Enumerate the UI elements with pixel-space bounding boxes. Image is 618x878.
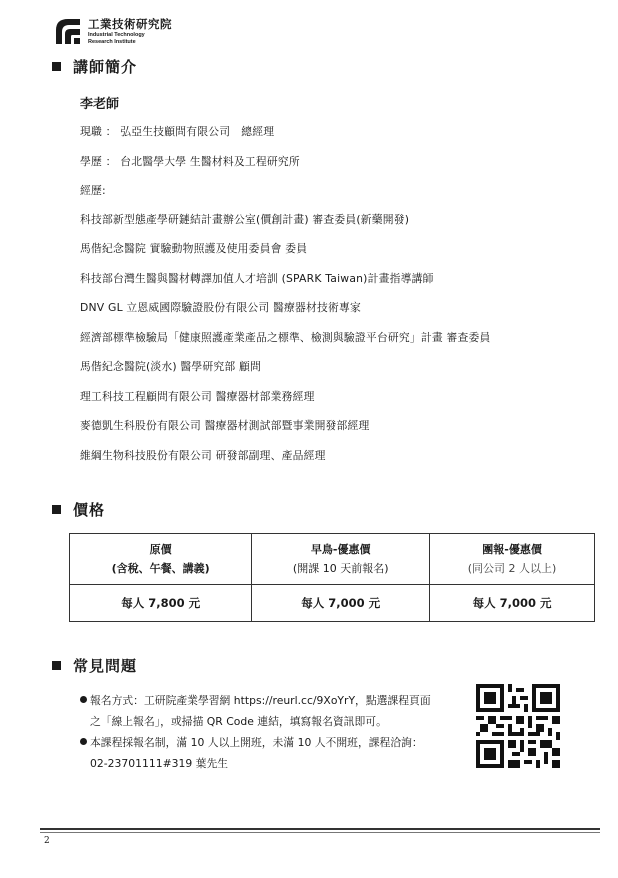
faq-item-enrollment bbox=[80, 735, 423, 750]
faq-contact: 02-23701111#319 葉先生 bbox=[90, 757, 229, 770]
experience-item: 科技部新型態產學研鏈結計畫辦公室(價創計畫) 審查委員(新藥開發) bbox=[80, 213, 410, 226]
experience-item: 馬偕紀念醫院 實驗動物照護及使用委員會 委員 bbox=[80, 242, 308, 255]
instructor-name: 李老師 bbox=[80, 97, 120, 112]
qr-code-icon[interactable] bbox=[476, 684, 560, 768]
itri-logo-icon bbox=[54, 16, 82, 46]
square-bullet-icon bbox=[52, 661, 61, 670]
faq-item-registration bbox=[80, 693, 431, 708]
price-column-header bbox=[430, 534, 595, 585]
price-note: (含稅、午餐、講義) bbox=[111, 562, 210, 575]
experience-item: 科技部台灣生醫與醫材轉譯加值人才培訓 (SPARK Taiwan)計畫指導講師 bbox=[80, 272, 434, 285]
experience-item: 維綱生物科技股份有限公司 研發部副理、產品經理 bbox=[80, 449, 326, 462]
price-note: (同公司 2 人以上) bbox=[467, 562, 557, 575]
faq-section-heading bbox=[52, 655, 137, 676]
footer-rule bbox=[40, 828, 600, 830]
price-table-value-row bbox=[70, 585, 595, 622]
education: 學歷 ： 台北醫學大學 生醫材料及工程研究所 bbox=[80, 155, 300, 168]
price-type: 原價 bbox=[149, 543, 172, 556]
price-column-header bbox=[70, 534, 252, 585]
square-bullet-icon bbox=[52, 505, 61, 514]
logo-name-cn: 工業技術研究院 bbox=[88, 17, 172, 31]
price-type: 早鳥-優惠價 bbox=[310, 543, 371, 556]
price-table-header-row bbox=[70, 534, 595, 585]
price-section-heading bbox=[52, 499, 105, 520]
faq-section-title: 常見問題 bbox=[73, 657, 138, 675]
experience-item: DNV GL 立恩威國際驗證股份有限公司 醫療器材技術專家 bbox=[80, 301, 361, 314]
instructor-section-heading bbox=[52, 56, 137, 77]
experience-label: 經歷: bbox=[80, 184, 106, 197]
faq-text: 本課程採報名制，滿 10 人以上開班，未滿 10 人不開班，課程洽詢： bbox=[90, 736, 423, 749]
price-value: 每人 7,800 元 bbox=[70, 585, 252, 622]
instructor-section-title: 講師簡介 bbox=[73, 58, 138, 76]
experience-item: 麥德凱生科股份有限公司 醫療器材測試部暨事業開發部經理 bbox=[80, 419, 370, 432]
price-note: (開課 10 天前報名) bbox=[292, 562, 389, 575]
faq-text: 報名方式：工研院產業學習網 https://reurl.cc/9XoYrY，點選課程頁面 bbox=[90, 694, 431, 707]
footer-rule-thin bbox=[40, 832, 600, 833]
experience-item: 經濟部標準檢驗局「健康照護產業產品之標準、檢測與驗證平台研究」計畫 審查委員 bbox=[80, 331, 491, 344]
bullet-icon bbox=[80, 738, 87, 745]
price-section-title: 價格 bbox=[73, 501, 106, 519]
price-value: 每人 7,000 元 bbox=[430, 585, 595, 622]
price-column-header bbox=[252, 534, 430, 585]
page-number: 2 bbox=[44, 836, 50, 846]
bullet-icon bbox=[80, 696, 87, 703]
itri-logo bbox=[54, 16, 184, 46]
price-type: 團報-優惠價 bbox=[482, 543, 542, 556]
square-bullet-icon bbox=[52, 62, 61, 71]
faq-text-continued: 之「線上報名」，或掃描 QR Code 連結，填寫報名資訊即可。 bbox=[90, 715, 387, 728]
price-table bbox=[69, 533, 595, 622]
current-position: 現職 ： 弘亞生技顧問有限公司 總經理 bbox=[80, 125, 275, 138]
logo-name-en-2: Research Institute bbox=[88, 39, 136, 45]
experience-item: 理工科技工程顧問有限公司 醫療器材部業務經理 bbox=[80, 390, 315, 403]
logo-name-en-1: Industrial Technology bbox=[88, 32, 145, 38]
experience-item: 馬偕紀念醫院(淡水) 醫學研究部 顧問 bbox=[80, 360, 262, 373]
price-value: 每人 7,000 元 bbox=[252, 585, 430, 622]
